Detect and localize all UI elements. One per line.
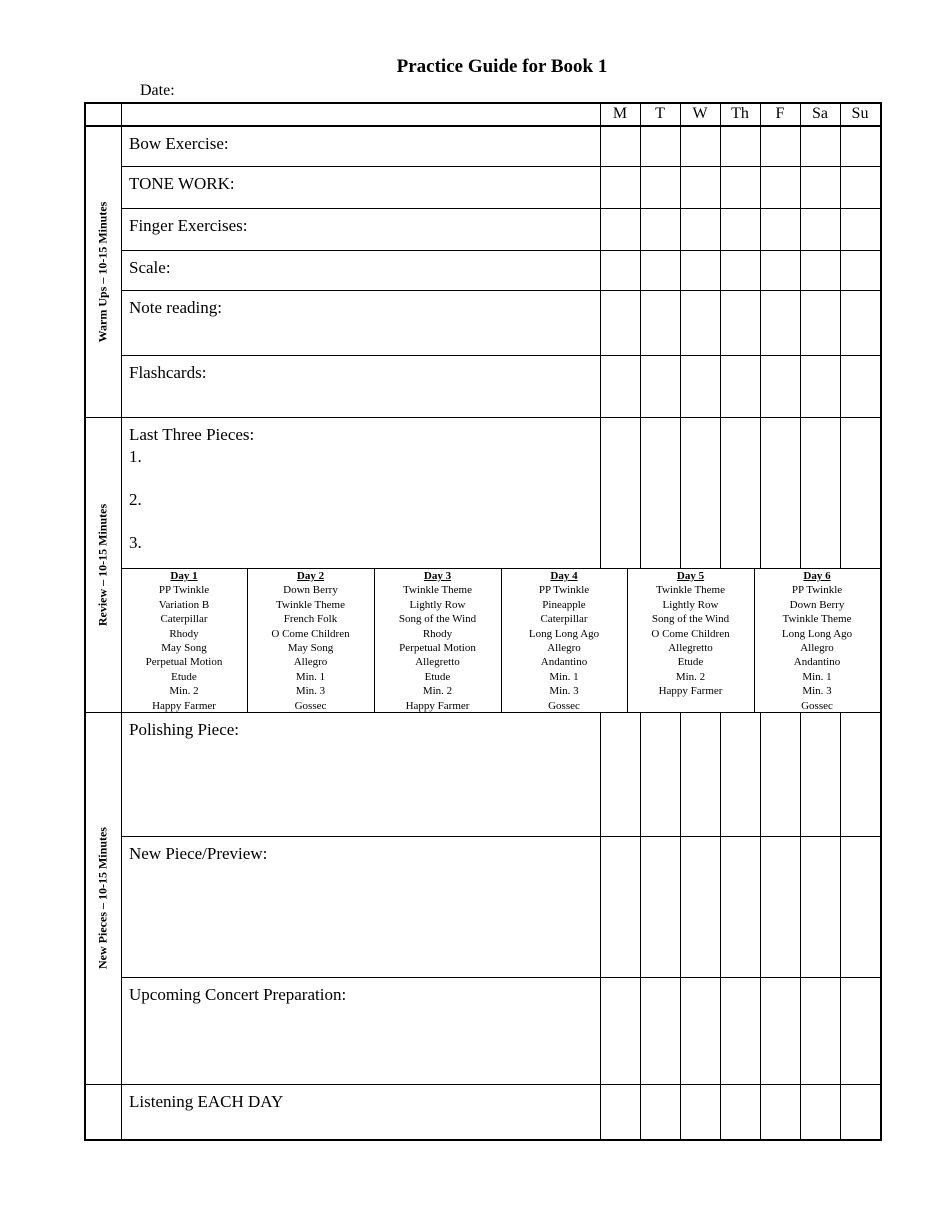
review-day-column xyxy=(754,569,880,712)
review-piece: O Come Children xyxy=(271,627,350,640)
review-piece: Allegro xyxy=(547,642,581,655)
review-day-heading: Day 4 xyxy=(550,570,578,582)
row-label: Note reading: xyxy=(129,298,222,317)
review-day-column xyxy=(501,569,627,712)
table-rule xyxy=(84,1084,880,1085)
review-piece: Happy Farmer xyxy=(658,685,723,698)
review-piece: Etude xyxy=(677,656,704,669)
review-piece: Caterpillar xyxy=(160,613,208,626)
review-piece: Down Berry xyxy=(283,584,338,597)
review-piece: Variation B xyxy=(158,598,210,611)
row-label: Finger Exercises: xyxy=(129,216,248,235)
review-piece: PP Twinkle xyxy=(791,584,843,597)
review-piece: Min. 3 xyxy=(802,685,832,698)
review-piece: Perpetual Motion xyxy=(399,642,476,655)
review-piece: May Song xyxy=(161,642,207,655)
table-rule xyxy=(880,102,882,1141)
review-piece: Etude xyxy=(171,670,197,683)
review-day-column xyxy=(627,569,754,712)
review-piece: Song of the Wind xyxy=(398,613,477,626)
review-piece: Rhody xyxy=(169,627,199,640)
review-piece: Rhody xyxy=(422,627,453,640)
review-piece: Min. 1 xyxy=(802,670,832,683)
review-piece: Andantino xyxy=(793,656,841,669)
table-rule xyxy=(720,102,721,568)
review-piece: Twinkle Theme xyxy=(403,584,472,597)
review-day-column xyxy=(374,569,501,712)
day-header-sa: Sa xyxy=(812,105,828,122)
row-label: Bow Exercise: xyxy=(129,134,229,153)
table-rule xyxy=(760,712,761,1139)
review-day-column xyxy=(247,569,374,712)
table-rule xyxy=(121,836,880,837)
review-piece: Song of the Wind xyxy=(651,613,730,626)
table-rule xyxy=(680,102,681,568)
review-day-column xyxy=(121,569,247,712)
review-piece: Happy Farmer xyxy=(405,699,470,712)
table-rule xyxy=(760,102,761,568)
review-piece: PP Twinkle xyxy=(538,584,590,597)
row-label: Listening EACH DAY xyxy=(129,1092,284,1111)
review-piece: Min. 2 xyxy=(422,685,453,698)
review-piece: Twinkle Theme xyxy=(276,598,345,611)
review-piece: Lightly Row xyxy=(662,598,719,611)
table-rule xyxy=(800,102,801,568)
review-piece: Pineapple xyxy=(542,598,586,611)
review-day-heading: Day 2 xyxy=(296,570,325,582)
table-rule xyxy=(121,355,880,356)
review-piece: Andantino xyxy=(540,656,588,669)
review-piece: Perpetual Motion xyxy=(145,656,223,669)
review-piece: Down Berry xyxy=(789,598,845,611)
review-piece: Lightly Row xyxy=(409,598,466,611)
table-rule xyxy=(600,102,601,568)
review-piece: May Song xyxy=(287,642,334,655)
day-header-w: W xyxy=(692,105,708,122)
section-label-text: New Pieces – 10-15 Minutes xyxy=(95,827,109,969)
section-label xyxy=(84,712,121,1084)
review-day-heading: Day 5 xyxy=(676,570,705,582)
review-piece: Twinkle Theme xyxy=(656,584,725,597)
table-rule xyxy=(121,250,880,251)
review-piece: Min. 1 xyxy=(549,670,579,683)
review-piece: Min. 1 xyxy=(295,670,326,683)
table-rule xyxy=(640,712,641,1139)
review-piece: Gossec xyxy=(294,699,327,712)
piece-number: 3. xyxy=(129,533,142,552)
review-piece: Gossec xyxy=(548,699,580,712)
review-piece: Min. 2 xyxy=(169,685,199,698)
table-rule xyxy=(121,166,880,167)
row-label: New Piece/Preview: xyxy=(129,844,268,863)
review-piece: Long Long Ago xyxy=(528,627,600,640)
row-label: Flashcards: xyxy=(129,363,207,382)
section-label xyxy=(84,417,121,712)
review-piece: O Come Children xyxy=(651,627,730,640)
review-piece: Min. 2 xyxy=(675,670,706,683)
table-rule xyxy=(840,102,841,568)
day-header-f: F xyxy=(775,105,785,122)
row-label: Upcoming Concert Preparation: xyxy=(129,985,347,1004)
review-piece: French Folk xyxy=(283,613,338,626)
table-rule xyxy=(121,208,880,209)
piece-number: 2. xyxy=(129,490,142,509)
table-rule xyxy=(800,712,801,1139)
table-rule xyxy=(600,712,601,1139)
table-rule xyxy=(720,712,721,1139)
review-piece: Long Long Ago xyxy=(781,627,853,640)
table-rule xyxy=(680,712,681,1139)
page-title: Practice Guide for Book 1 xyxy=(396,56,608,77)
review-day-heading: Day 6 xyxy=(803,570,831,582)
review-piece: Allegretto xyxy=(668,642,713,655)
piece-number: 1. xyxy=(129,447,142,466)
review-piece: PP Twinkle xyxy=(158,584,210,597)
section-label-text: Review – 10-15 Minutes xyxy=(95,503,109,626)
row-label: Scale: xyxy=(129,258,171,277)
section-label xyxy=(84,126,121,417)
review-piece: Min. 3 xyxy=(549,685,579,698)
table-rule xyxy=(121,290,880,291)
review-piece: Etude xyxy=(424,670,451,683)
review-piece: Min. 3 xyxy=(295,685,326,698)
review-piece: Caterpillar xyxy=(540,613,588,626)
review-piece: Allegro xyxy=(800,642,834,655)
day-header-su: Su xyxy=(851,105,869,122)
table-rule xyxy=(84,417,880,418)
section-label-text: Warm Ups – 10-15 Minutes xyxy=(95,201,109,342)
review-piece: Twinkle Theme xyxy=(782,613,852,626)
review-piece: Allegro xyxy=(293,656,328,669)
day-header-m: M xyxy=(612,105,628,122)
review-piece: Happy Farmer xyxy=(152,699,216,712)
table-rule xyxy=(121,977,880,978)
day-header-t: T xyxy=(655,105,665,122)
review-day-heading: Day 3 xyxy=(423,570,452,582)
date-label: Date: xyxy=(140,82,175,99)
day-header-th: Th xyxy=(731,105,749,122)
row-label: TONE WORK: xyxy=(129,174,235,193)
table-rule xyxy=(84,1139,881,1141)
review-day-heading: Day 1 xyxy=(170,570,198,582)
review-piece: Allegretto xyxy=(415,656,460,669)
row-label: Polishing Piece: xyxy=(129,720,240,739)
table-rule xyxy=(840,712,841,1139)
table-rule xyxy=(640,102,641,568)
review-piece: Gossec xyxy=(801,699,833,712)
row-label: Last Three Pieces: xyxy=(129,425,255,444)
